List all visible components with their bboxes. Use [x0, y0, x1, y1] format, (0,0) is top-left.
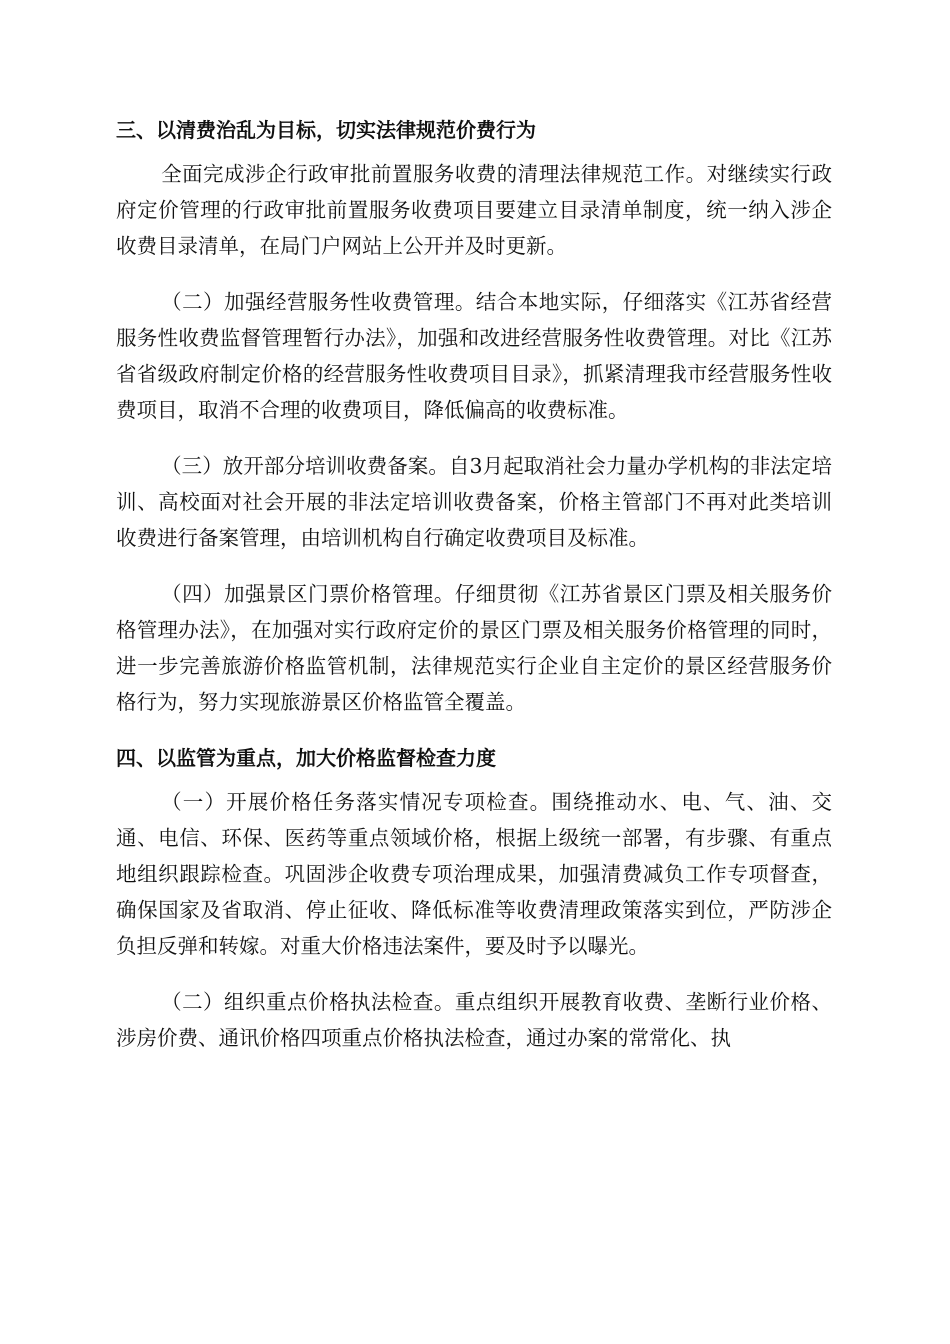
section-heading-3: 三、以清费治乱为目标，切实法律规范价费行为	[116, 118, 536, 142]
paragraph-3-intro: 全面完成涉企行政审批前置服务收费的清理法律规范工作。对继续实行政府定价管理的行政审批前置服务收费项目要建立目录清单制度，统一纳入涉企收费目录清单，在局门户网站上公开并及时更新。	[116, 162, 832, 258]
paragraph-4-1: （一）开展价格任务落实情况专项检查。围绕推动水、电、气、油、交通、电信、环保、医药等重点领域价格，根据上级统一部署，有步骤、有重点地组织跟踪检查。巩固涉企收费专项治理成果，加强清费减负工作专项督查，确保国家及省取消、停止征收、降低标准等收费清理政策落实到位，严防涉企负担反弹和转嫁。对重大价格违法案件，要及时予以曝光。	[116, 790, 832, 958]
paragraph-4-2: （二）组织重点价格执法检查。重点组织开展教育收费、垄断行业价格、涉房价费、通讯价格四项重点价格执法检查，通过办案的常常化、执	[116, 990, 832, 1050]
document-body	[116, 112, 832, 1056]
paragraph-3-3: （三）放开部分培训收费备案。自3月起取消社会力量办学机构的非法定培训、高校面对社会开展的非法定培训收费备案，价格主管部门不再对此类培训收费进行备案管理，由培训机构自行确定收费项目及标准。	[116, 454, 832, 550]
section-heading-4: 四、以监管为重点，加大价格监督检查力度	[116, 746, 496, 770]
paragraph-3-2: （二）加强经营服务性收费管理。结合本地实际，仔细落实《江苏省经营服务性收费监督管理暂行办法》，加强和改进经营服务性收费管理。对比《江苏省省级政府制定价格的经营服务性收费项目目录》，抓紧清理我市经营服务性收费项目，取消不合理的收费项目，降低偏高的收费标准。	[116, 290, 832, 422]
paragraph-3-4: （四）加强景区门票价格管理。仔细贯彻《江苏省景区门票及相关服务价格管理办法》，在加强对实行政府定价的景区门票及相关服务价格管理的同时，进一步完善旅游价格监管机制，法律规范实行企业自主定价的景区经营服务价格行为，努力实现旅游景区价格监管全覆盖。	[116, 582, 832, 714]
